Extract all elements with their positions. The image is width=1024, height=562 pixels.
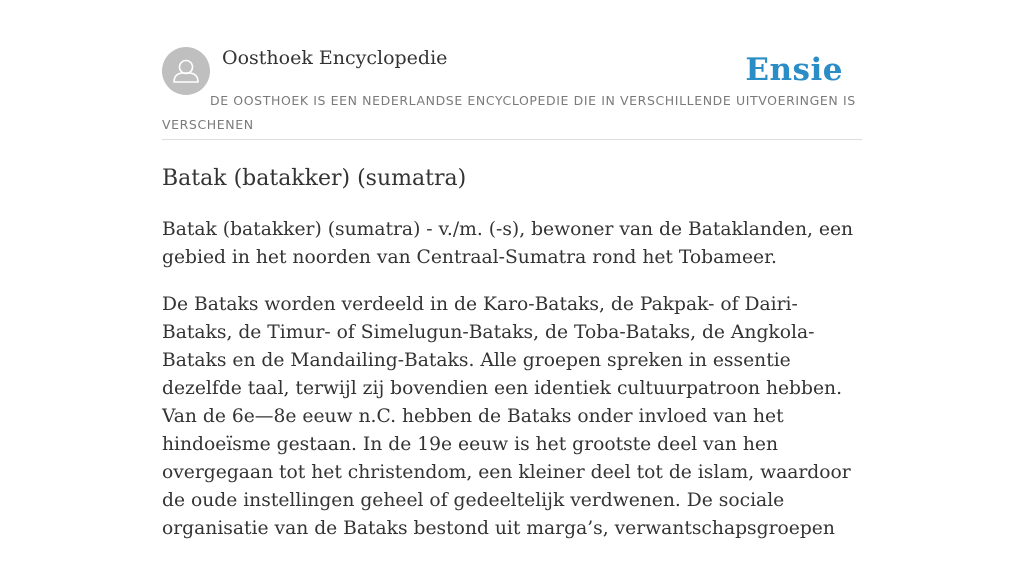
brand-logo[interactable]: Ensie <box>745 52 843 88</box>
source-name-link[interactable]: Oosthoek Encyclopedie <box>222 47 448 69</box>
article-body <box>162 216 862 562</box>
article-paragraph: Batak (batakker) (sumatra) - v./m. (-s), bewoner van de Bataklanden, een gebied in het noorden van Centraal-Sumatra rond het Tobameer. <box>162 219 854 268</box>
article-paragraph: De Bataks worden verdeeld in de Karo-Bataks, de Pakpak- of Dairi-Bataks, de Timur- of Simelugun-Bataks, de Toba-Bataks, de Angkola-Bataks en de Mandailing-Bataks. Alle groepen spreken in essentie dezelfde taal, terwijl zij bovendien een identiek cultuurpatroon hebben. Van de 6e—8e eeuw n.C. hebben de Bataks onder invloed van het hindoeïsme gestaan. In de 19e eeuw is het grootste deel van hen overgegaan tot het christendom, een kleiner deel tot de islam, waardoor de oude instellingen geheel of gedeeltelijk verdwenen. De sociale organisatie van de Bataks bestond uit marga’s, verwantschapsgroepen <box>162 294 851 539</box>
page-container <box>162 0 862 539</box>
user-icon[interactable] <box>162 47 210 95</box>
article-title: Batak (batakker) (sumatra) <box>162 166 467 191</box>
source-tagline: DE OOSTHOEK IS EEN NEDERLANDSE ENCYCLOPEDIE DIE IN VERSCHILLENDE UITVOERINGEN IS VERSCHENEN <box>162 93 856 132</box>
source-header <box>162 0 862 140</box>
